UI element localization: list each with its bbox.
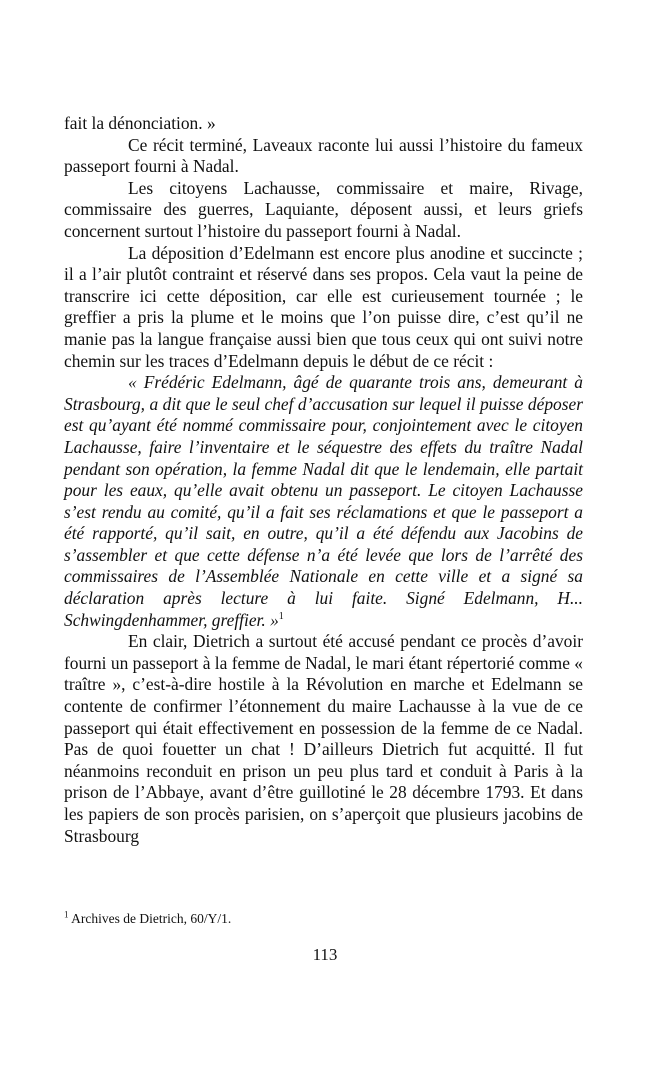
deposition-quote — [64, 372, 583, 631]
paragraph-laveaux: Ce récit terminé, Laveaux raconte lui aussi l’histoire du fameux passeport fourni à Nadal. — [64, 134, 583, 177]
paragraph-continuation: fait la dénonciation. » — [64, 113, 216, 133]
page-number: 113 — [312, 945, 338, 964]
page-body — [64, 113, 583, 847]
footnote — [64, 911, 231, 927]
paragraph-deposition-edelmann: La déposition d’Edelmann est encore plus anodine et succincte ; il a l’air plutôt contraint et réservé dans ses propos. Cela vaut la peine de transcrire ici cette déposition, car elle est curieusement tournée ; le greffier a pris la plume et le moins que l’on puisse dire, c’est qu’il ne manie pas la langue française aussi bien que tous ceux qui ont suivi notre chemin sur les traces d’Edelmann depuis le début de ce récit : — [64, 242, 583, 371]
footnote-number: 1 — [64, 909, 69, 920]
paragraph-citoyens: Les citoyens Lachausse, commissaire et maire, Rivage, commissaire des guerres, Laquiante, déposent aussi, et leurs griefs concernent surtout l’histoire du passeport fourni à Nadal. — [64, 177, 583, 241]
footnote-reference: 1 — [278, 610, 284, 622]
footnote-text: Archives de Dietrich, 60/Y/1. — [71, 911, 232, 926]
deposition-quote-text: « Frédéric Edelmann, âgé de quarante trois ans, demeurant à Strasbourg, a dit que le seul chef d’accusation sur lequel il puisse déposer est qu’ayant été nommé commissaire pour, conjointement avec le citoyen Lachausse, faire l’inventaire et le séquestre des effets du traître Nadal pendant son opération, la femme Nadal dit que le lendemain, elle partait pour les eaux, qu’elle avait obtenu un passeport. Le citoyen Lachausse s’est rendu au comité, qu’il a fait ses réclamations et que le passeport a été rapporté, qu’il sait, en outre, qu’il a été défendu aux Jacobins de s’assembler et que cette défense n’a été levée que lors de l’arrêté des commissaires de l’Assemblée Nationale en cette ville et a signé sa déclaration après lecture à lui faite. Signé Edelmann, H... Schwingdenhammer, greffier. » — [64, 372, 583, 630]
paragraph-en-clair: En clair, Dietrich a surtout été accusé pendant ce procès d’avoir fourni un passeport à la femme de Nadal, le mari étant répertorié comme « traître », c’est-à-dire hostile à la Révolution en marche et Edelmann se contente de confirmer l’étonnement du maire Lachausse à la vue de ce passeport qui était effectivement en possession de la femme de ce Nadal. Pas de quoi fouetter un chat ! D’ailleurs Dietrich fut acquitté. Il fut néanmoins reconduit en prison un peu plus tard et conduit à Paris à la prison de l’Abbaye, avant d’être guillotiné le 28 décembre 1793. Et dans les papiers de son procès parisien, on s’aperçoit que plusieurs jacobins de Strasbourg — [64, 631, 583, 846]
